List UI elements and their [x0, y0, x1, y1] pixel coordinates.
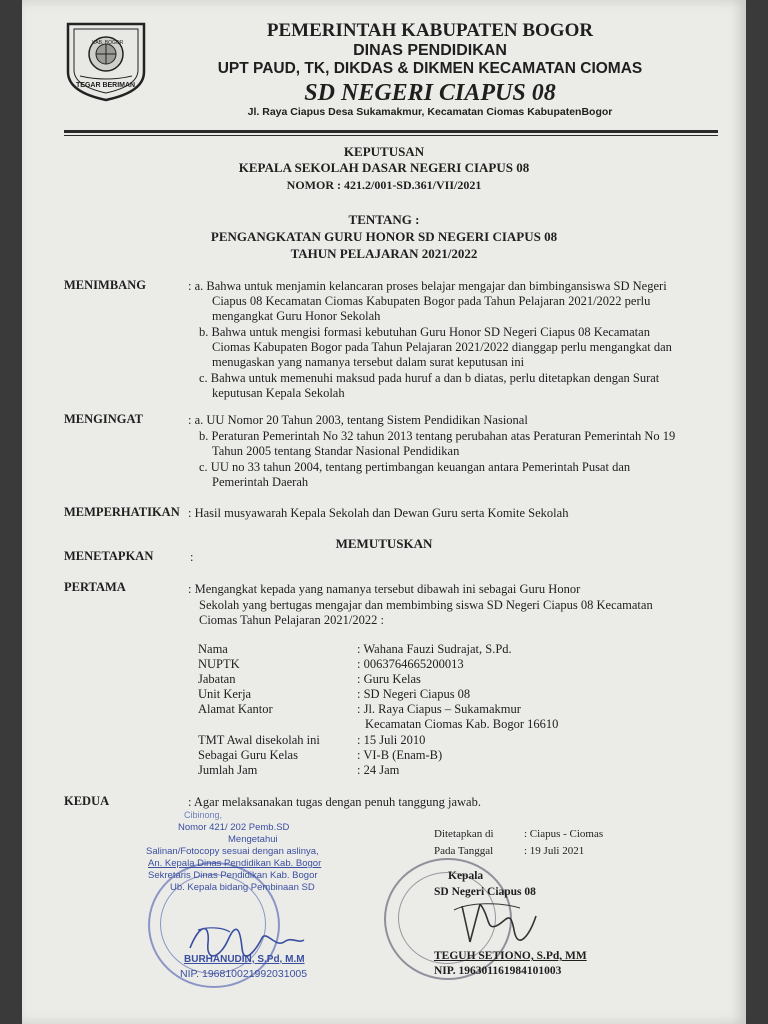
logo-inner-text: KAB. BOGOR	[92, 40, 124, 46]
header-rule	[64, 130, 718, 133]
principal-nip: NIP. 196301161984101003	[434, 965, 562, 977]
detail-value: : Jl. Raya Ciapus – Sukamakmur	[357, 702, 521, 716]
header-upt: UPT PAUD, TK, DIKDAS & DIKMEN KECAMATAN CIOMAS	[217, 60, 643, 77]
mengingat-line: c. UU no 33 tahun 2004, tentang pertimbangan keuangan antara Pemerintah Pusat dan	[199, 460, 631, 474]
legalization-name: BURHANUDIN, S.Pd, M.M	[184, 954, 305, 965]
menetapkan-label: MENETAPKAN	[64, 549, 154, 563]
legalization-mengetahui: Mengetahui	[228, 834, 278, 845]
detail-value: : VI-B (Enam-B)	[357, 748, 443, 762]
pertama-line: Sekolah yang bertugas mengajar dan membimbing siswa SD Negeri Ciapus 08 Kecamatan	[199, 598, 653, 612]
memperhatikan-text: : Hasil musyawarah Kepala Sekolah dan Dewan Guru serta Komite Sekolah	[188, 506, 569, 520]
menetapkan-colon: :	[190, 550, 194, 564]
detail-value: : Wahana Fauzi Sudrajat, S.Pd.	[357, 642, 512, 656]
menimbang-label: MENIMBANG	[64, 278, 146, 292]
detail-value: Kecamatan Ciomas Kab. Bogor 16610	[365, 717, 559, 731]
menimbang-line: b. Bahwa untuk mengisi formasi kebutuhan Guru Honor SD Negeri Ciapus 08 Kecamatan	[199, 325, 650, 339]
header-department: DINAS PENDIDIKAN	[353, 42, 507, 59]
title-subject-2: TAHUN PELAJARAN 2021/2022	[290, 246, 478, 261]
detail-key: TMT Awal disekolah ini	[198, 733, 320, 747]
principal-signature	[440, 896, 550, 948]
menimbang-line: Ciapus 08 Kecamatan Ciomas Kabupaten Bogor pada Tahun Pelajaran 2021/2022 perlu	[212, 294, 651, 308]
header-school-name: SD NEGERI CIAPUS 08	[304, 80, 556, 106]
tanggal-label: Pada Tanggal	[434, 845, 494, 857]
regency-logo	[62, 20, 150, 102]
logo-caption: TEGAR BERIMAN	[76, 82, 136, 89]
menimbang-line: c. Bahwa untuk memenuhi maksud pada huruf a dan b diatas, perlu ditetapkan dengan Surat	[199, 371, 660, 385]
legalization-line: An. Kepala Dinas Pendidikan Kab. Bogor	[148, 858, 322, 869]
tanggal-value: : 19 Juli 2021	[524, 845, 585, 857]
legalization-line: Sekretaris Dinas Pendidikan Kab. Bogor	[148, 870, 318, 881]
detail-key: Nama	[198, 642, 228, 656]
mengingat-line: Pemerintah Daerah	[212, 475, 309, 489]
memutuskan-heading: MEMUTUSKAN	[335, 536, 433, 551]
menimbang-line: keputusan Kepala Sekolah	[212, 386, 345, 400]
header-address: Jl. Raya Ciapus Desa Sukamakmur, Kecamatan Ciomas KabupatenBogor	[247, 106, 613, 118]
title-kepala: KEPALA SEKOLAH DASAR NEGERI CIAPUS 08	[238, 160, 530, 175]
mengingat-label: MENGINGAT	[64, 412, 143, 426]
header-government: PEMERINTAH KABUPATEN BOGOR	[266, 20, 594, 41]
menimbang-line: : a. Bahwa untuk menjamin kelancaran proses belajar mengajar dan bimbingansiswa SD Negeri	[188, 279, 667, 293]
title-nomor: NOMOR : 421.2/001-SD.361/VII/2021	[286, 178, 482, 192]
detail-value: : 15 Juli 2010	[357, 733, 426, 747]
detail-key: Unit Kerja	[198, 687, 252, 701]
legalization-nomor: Nomor 421/ 202 Pemb.SD	[178, 822, 290, 833]
principal-name: TEGUH SETIONO, S.Pd, MM	[434, 950, 587, 962]
detail-value: : 24 Jam	[357, 763, 400, 777]
ditetapkan-value: : Ciapus - Ciomas	[524, 828, 604, 840]
mengingat-line: b. Peraturan Pemerintah No 32 tahun 2013 tentang perubahan atas Peraturan Pemerintah No 19	[199, 429, 676, 443]
title-tentang: TENTANG :	[348, 212, 420, 227]
legalization-line: Salinan/Fotocopy sesuai dengan aslinya,	[146, 846, 319, 857]
detail-key: Jumlah Jam	[198, 763, 258, 777]
detail-value: : SD Negeri Ciapus 08	[357, 687, 471, 701]
mengingat-line: Tahun 2005 tentang Standar Nasional Pendidikan	[212, 444, 460, 458]
pertama-line: Ciomas Tahun Pelajaran 2021/2022 :	[199, 613, 384, 627]
title-subject-1: PENGANGKATAN GURU HONOR SD NEGERI CIAPUS 08	[210, 229, 558, 244]
menimbang-line: mengangkat Guru Honor Sekolah	[212, 309, 381, 323]
kedua-label: KEDUA	[64, 794, 110, 808]
menimbang-line: menugaskan yang namanya tersebut dalam surat keputusan ini	[212, 355, 525, 369]
kedua-text: : Agar melaksanakan tugas dengan penuh tanggung jawab.	[188, 795, 481, 809]
signature-kepala: Kepala	[448, 870, 484, 882]
detail-key: Jabatan	[198, 672, 236, 686]
pertama-label: PERTAMA	[64, 580, 126, 594]
signature-school: SD Negeri Ciapus 08	[434, 886, 536, 898]
detail-value: : 0063764665200013	[357, 657, 464, 671]
detail-key: Alamat Kantor	[198, 702, 273, 716]
menimbang-line: Ciomas Kabupaten Bogor pada Tahun Pelajaran 2021/2022 dianggap perlu mengangkat dan	[212, 340, 672, 354]
mengingat-line: : a. UU Nomor 20 Tahun 2003, tentang Sistem Pendidikan Nasional	[188, 413, 528, 427]
detail-key: NUPTK	[198, 657, 240, 671]
header-rule-thin	[64, 135, 718, 136]
legalization-line: Ub. Kepala bidang Pembinaan SD	[170, 882, 315, 893]
memperhatikan-label: MEMPERHATIKAN	[64, 505, 180, 519]
detail-key: Sebagai Guru Kelas	[198, 748, 298, 762]
legalization-nip: NIP. 196810021992031005	[180, 968, 308, 980]
legalization-city: Cibinong,	[184, 810, 223, 820]
ditetapkan-label: Ditetapkan di	[434, 828, 494, 840]
pertama-line: : Mengangkat kepada yang namanya tersebut dibawah ini sebagai Guru Honor	[188, 582, 581, 596]
detail-value: : Guru Kelas	[357, 672, 421, 686]
title-keputusan: KEPUTUSAN	[343, 144, 425, 159]
